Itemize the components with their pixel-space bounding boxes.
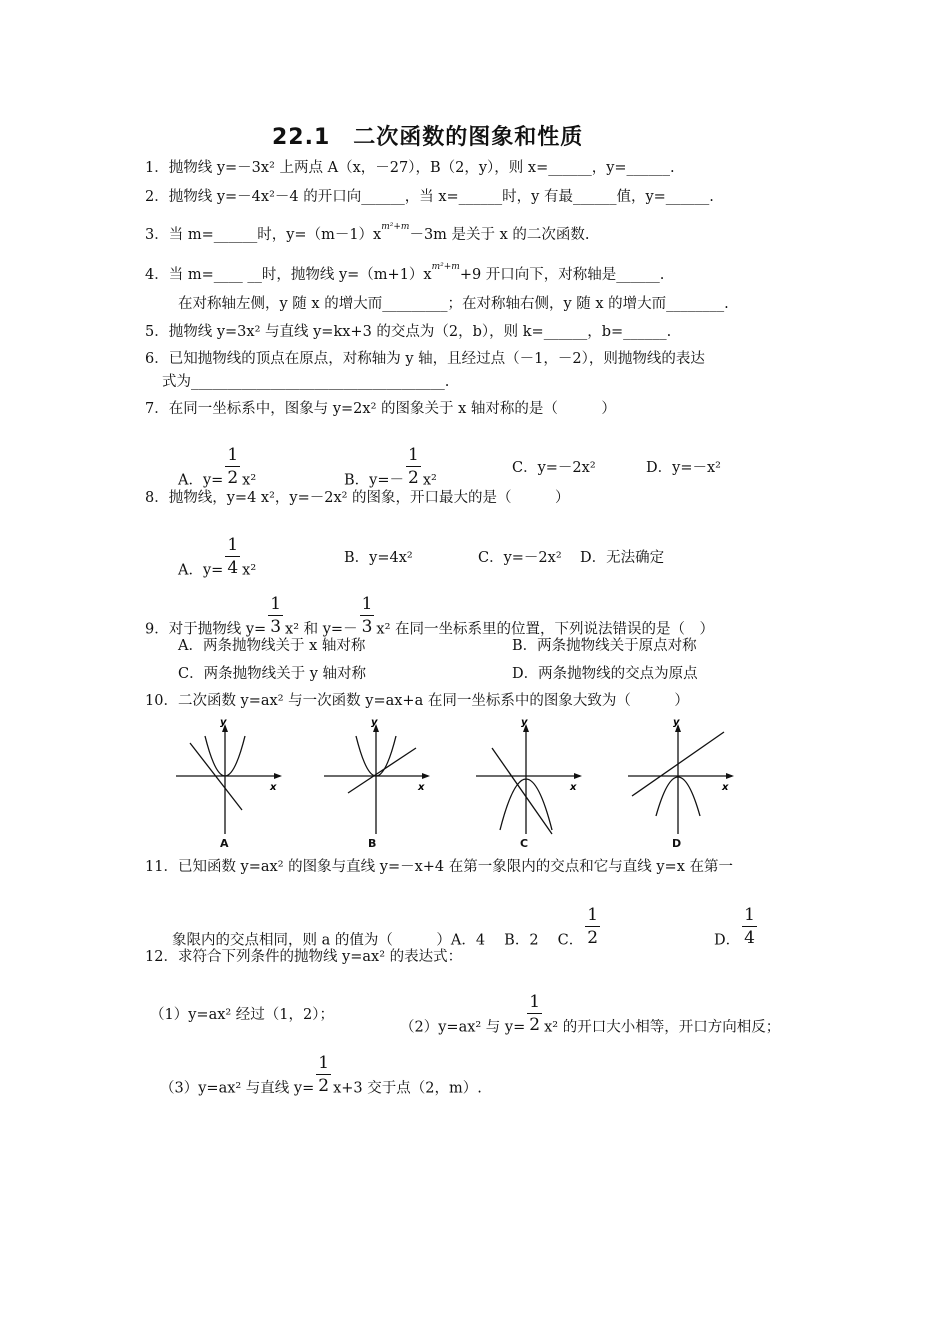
graph-a xyxy=(170,718,300,848)
q7-a-den: 2 xyxy=(227,468,239,488)
q7-b-post: x² xyxy=(422,472,437,489)
q8-option-a xyxy=(178,535,257,593)
axis-label-x: x xyxy=(270,782,277,793)
question-2: 2．抛物线 y=－4x²－4 的开口向______，当 x=______时，y 有最______值，y=______. xyxy=(145,189,714,205)
q9-num1: 1 xyxy=(270,594,282,614)
q7-a-post: x² xyxy=(242,472,257,489)
graph-b xyxy=(318,718,448,848)
q12-part-1: （1）y=ax² 经过（1，2）； xyxy=(150,1007,335,1023)
q11-c-num: 1 xyxy=(587,905,599,925)
q9-post: x² 在同一坐标系里的位置，下列说法错误的是（ ） xyxy=(376,621,715,638)
q10-figure-c xyxy=(470,718,600,848)
q9-den2: 3 xyxy=(361,617,373,637)
q9-pre: 9．对于抛物线 y= xyxy=(145,621,267,638)
q11-d-pre: D． xyxy=(714,932,741,949)
question-4-line2: 在对称轴左侧，y 随 x 的增大而_________；在对称轴右侧，y 随 x 的增大而________. xyxy=(178,296,729,312)
question-8-stem: 8．抛物线，y=4 x²，y=－2x² 的图象，开口最大的是（ ） xyxy=(145,490,570,506)
question-6-line2: 式为___________________________________. xyxy=(162,374,450,390)
line xyxy=(492,748,552,834)
axis-label-x: x xyxy=(418,782,425,793)
x-arrow xyxy=(574,773,582,779)
q7-option-d: D．y=－x² xyxy=(646,460,721,476)
q9-den1: 3 xyxy=(270,617,282,637)
graph-c xyxy=(470,718,600,848)
axis-label-y: y xyxy=(371,718,378,728)
q3-exponent: m²+m xyxy=(381,222,410,232)
x-arrow xyxy=(726,773,734,779)
q9-fraction-1 xyxy=(268,593,283,638)
question-12-stem: 12．求符合下列条件的抛物线 y=ax² 的表达式： xyxy=(145,949,463,965)
q8-a-den: 4 xyxy=(227,558,239,578)
question-11-line1: 11．已知函数 y=ax² 的图象与直线 y=－x+4 在第一象限内的交点和它与直线 y=x 在第一 xyxy=(145,859,733,875)
q8-option-b: B．y=4x² xyxy=(344,550,413,566)
q8-a-fraction xyxy=(225,534,240,579)
q11-option-d xyxy=(714,905,759,963)
q8-a-num: 1 xyxy=(227,535,239,555)
q7-b-den: 2 xyxy=(408,468,419,488)
q3-post: －3m 是关于 x 的二次函数. xyxy=(409,227,590,243)
q4-pre: 4．当 m=____ __时，抛物线 y=（m+1）x xyxy=(145,267,432,283)
figure-label-a: A xyxy=(220,837,229,850)
q12-p2-fraction xyxy=(527,991,542,1036)
question-6-line1: 6．已知抛物线的顶点在原点，对称轴为 y 轴，且经过点（－1，－2），则抛物线的表达 xyxy=(145,351,705,367)
q8-option-c: C．y=－2x² xyxy=(478,550,562,566)
axis-label-y: y xyxy=(673,718,680,728)
q7-option-c: C．y=－2x² xyxy=(512,460,596,476)
q7-b-fraction xyxy=(406,444,421,489)
q9-option-a: A．两条抛物线关于 x 轴对称 xyxy=(178,638,366,654)
q8-option-d: D．无法确定 xyxy=(580,550,665,566)
q8-a-pre: A．y= xyxy=(178,562,224,579)
q4-post: +9 开口向下，对称轴是______. xyxy=(459,267,665,283)
q11-d-fraction xyxy=(742,904,757,949)
q7-a-pre: A．y= xyxy=(178,472,224,489)
q9-num2: 1 xyxy=(361,594,373,614)
axis-label-y: y xyxy=(521,718,528,728)
q3-pre: 3．当 m=______时，y=（m－1）x xyxy=(145,227,382,243)
q11-c-den: 2 xyxy=(587,928,599,948)
axis-label-x: x xyxy=(570,782,577,793)
q12-p3-num: 1 xyxy=(318,1053,330,1073)
q12-p2-post: x² 的开口大小相等，开口方向相反； xyxy=(544,1019,781,1036)
q7-a-num: 1 xyxy=(227,445,239,465)
x-arrow xyxy=(422,773,430,779)
line xyxy=(348,748,416,793)
figure-label-d: D xyxy=(672,837,682,850)
page-title: 22.1 二次函数的图象和性质 xyxy=(272,125,584,150)
q7-b-num: 1 xyxy=(408,445,419,465)
q7-b-pre: B．y=－ xyxy=(344,472,404,489)
q12-p3-post: x+3 交于点（2，m）. xyxy=(333,1080,482,1097)
x-arrow xyxy=(274,773,282,779)
q4-exponent: m²+m xyxy=(431,262,460,272)
q10-figure-b xyxy=(318,718,448,848)
q8-a-post: x² xyxy=(242,562,257,579)
question-5: 5．抛物线 y=3x² 与直线 y=kx+3 的交点为（2，b），则 k=______，b=______. xyxy=(145,324,672,340)
q7-a-fraction xyxy=(225,444,240,489)
question-1: 1．抛物线 y=－3x² 上两点 A（x，－27），B（2，y），则 x=______，y=______. xyxy=(145,160,675,176)
q10-figure-d xyxy=(622,718,752,848)
q10-figures xyxy=(170,718,750,848)
axis-label-x: x xyxy=(722,782,729,793)
q12-p3-pre: （3）y=ax² 与直线 y= xyxy=(160,1080,315,1097)
question-7-stem: 7．在同一坐标系中，图象与 y=2x² 的图象关于 x 轴对称的是（ ） xyxy=(145,401,616,417)
q11-d-num: 1 xyxy=(744,905,755,925)
q9-mid: x² 和 y=－ xyxy=(285,621,358,638)
q11-d-den: 4 xyxy=(744,928,755,948)
q11-line2-text: 象限内的交点相同，则 a 的值为（ ）A．4 B．2 C． xyxy=(172,932,584,949)
q12-p3-den: 2 xyxy=(318,1076,330,1096)
q9-option-d: D．两条抛物线的交点为原点 xyxy=(512,666,698,682)
q12-p3-fraction xyxy=(316,1052,331,1097)
figure-label-b: B xyxy=(368,837,377,850)
q12-p2-den: 2 xyxy=(529,1015,541,1035)
q9-fraction-2 xyxy=(360,593,375,638)
q9-option-b: B．两条抛物线关于原点对称 xyxy=(512,638,697,654)
q9-option-c: C．两条抛物线关于 y 轴对称 xyxy=(178,666,367,682)
question-4 xyxy=(145,262,665,287)
q12-part-2 xyxy=(400,992,781,1050)
axis-label-y: y xyxy=(220,718,227,728)
question-3 xyxy=(145,222,590,247)
graph-d xyxy=(622,718,752,848)
q12-p2-num: 1 xyxy=(529,992,541,1012)
figure-label-c: C xyxy=(520,837,529,850)
q12-p2-pre: （2）y=ax² 与 y= xyxy=(400,1019,526,1036)
q10-figure-a xyxy=(170,718,300,848)
question-10-stem: 10．二次函数 y=ax² 与一次函数 y=ax+a 在同一坐标系中的图象大致为（ ） xyxy=(145,693,689,709)
q11-c-fraction xyxy=(585,904,600,949)
q12-part-3 xyxy=(160,1053,482,1111)
